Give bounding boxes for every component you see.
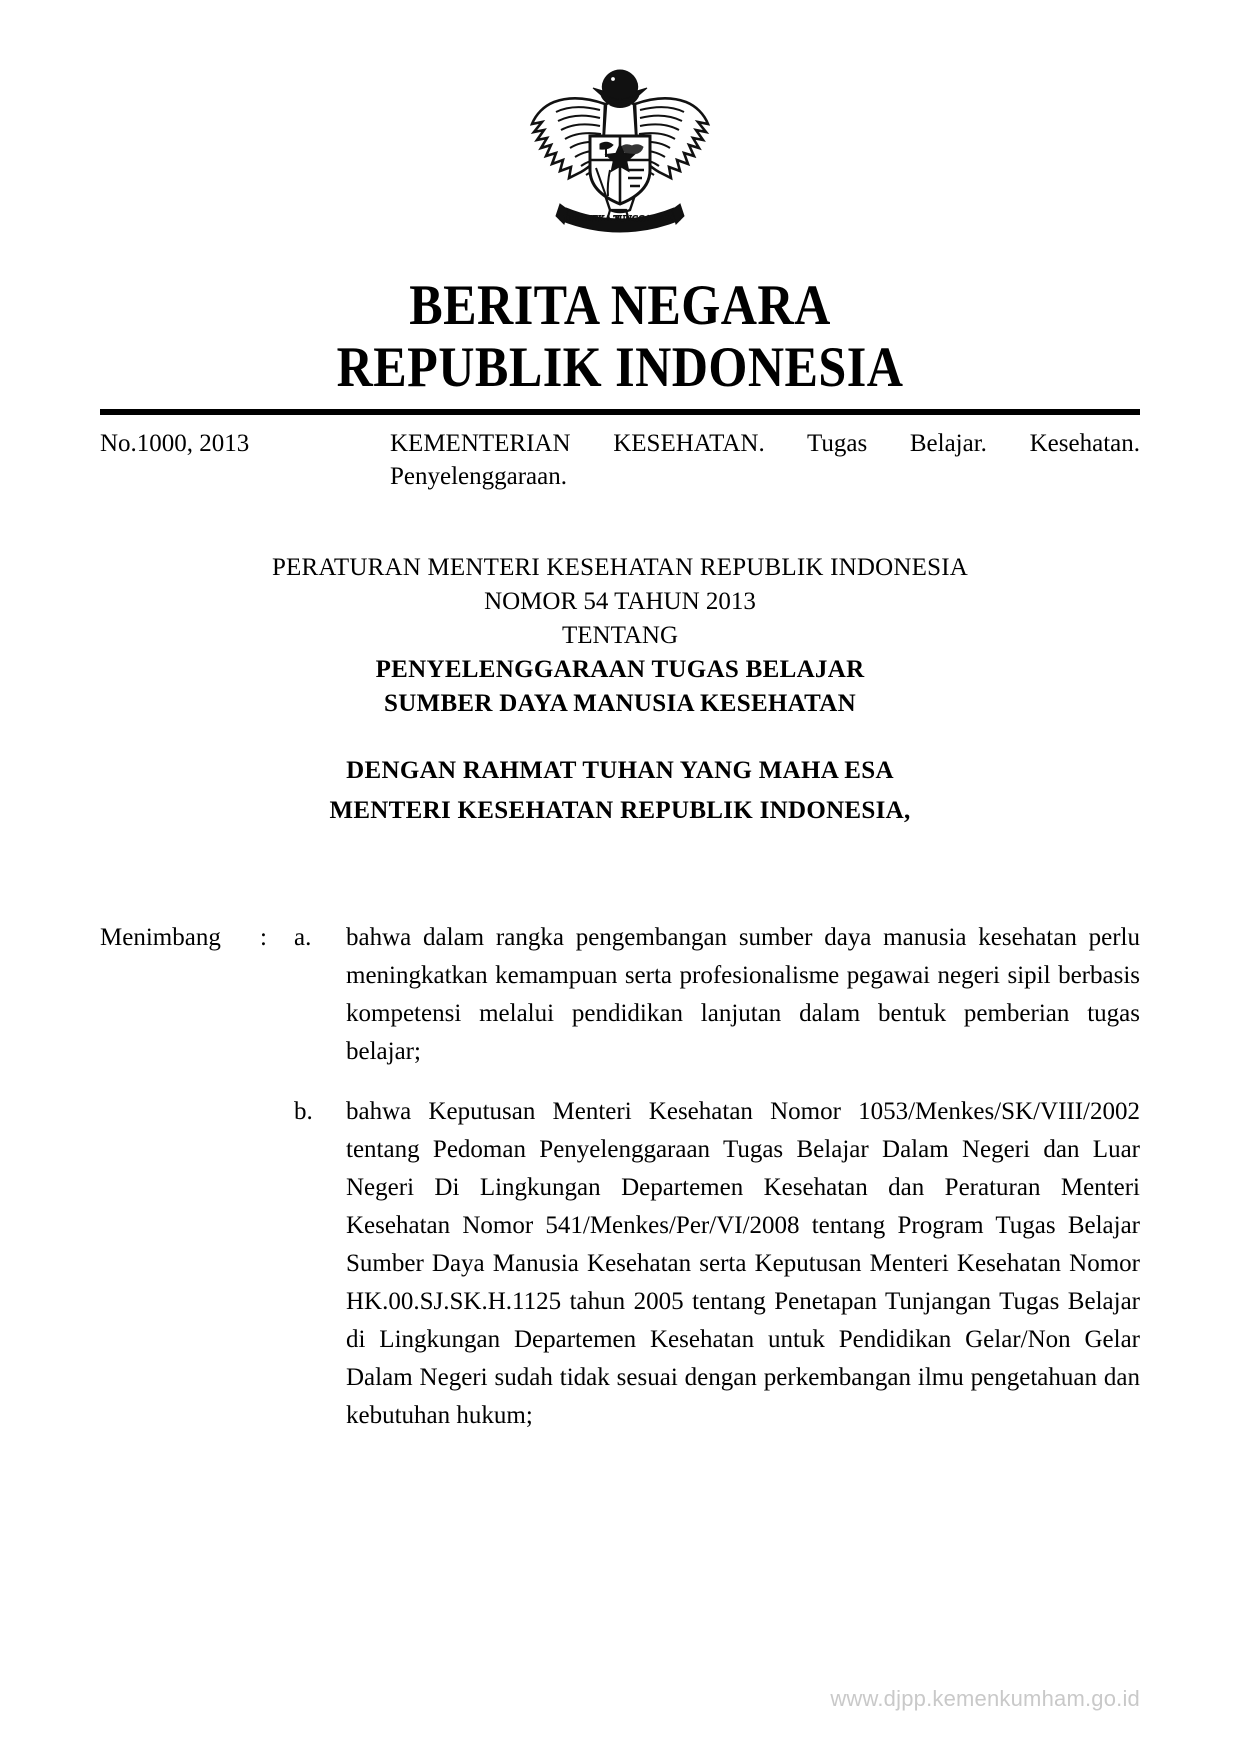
regulation-about-label: TENTANG — [561, 622, 679, 649]
gazette-reference-line — [100, 427, 1140, 493]
considering-clause-b — [100, 1093, 1140, 1435]
masthead-line-berita-negara: BERITA NEGARA — [409, 274, 831, 337]
gazette-subject: KEMENTERIAN KESEHATAN. Tugas Belajar. Kesehatan. Penyelenggaraan. — [390, 430, 1140, 490]
masthead — [0, 275, 1240, 399]
clause-marker-a: a. — [294, 924, 312, 951]
gazette-number: No.1000, 2013 — [100, 430, 250, 457]
masthead-divider-rule — [100, 409, 1140, 415]
regulation-title-block — [160, 551, 1080, 721]
enactment-authority: MENTERI KESEHATAN REPUBLIK INDONESIA, — [329, 797, 911, 824]
masthead-line-republik-indonesia: REPUBLIK INDONESIA — [336, 336, 904, 399]
enactment-blessing: DENGAN RAHMAT TUHAN YANG MAHA ESA — [346, 757, 894, 784]
svg-text:BHINNEKA TUNGGAL IKA: BHINNEKA TUNGGAL IKA — [564, 213, 676, 223]
regulation-subject-line-2: SUMBER DAYA MANUSIA KESEHATAN — [384, 690, 856, 717]
emblem-container — [0, 0, 1240, 257]
regulation-heading: PERATURAN MENTERI KESEHATAN REPUBLIK INDONESIA — [271, 554, 969, 581]
clause-text-b: bahwa Keputusan Menteri Kesehatan Nomor 1053/Menkes/SK/VIII/2002 tentang Pedoman Penyelenggaraan Tugas Belajar Dalam Negeri dan Luar Negeri Di Lingkungan Departemen Kesehatan dan Peraturan Menteri Kesehatan Nomor 541/Menkes/Per/VI/2008 tentang Program Tugas Belajar Sumber Daya Manusia Kesehatan serta Keputusan Menteri Kesehatan Nomor HK.00.SJ.SK.H.1125 tahun 2005 tentang Penetapan Tunjangan Tugas Belajar di Lingkungan Departemen Kesehatan untuk Pendidikan Gelar/Non Gelar Dalam Negeri sudah tidak sesuai dengan perkembangan ilmu pengetahuan dan kebutuhan hukum; — [346, 1098, 1140, 1429]
footer-watermark-url: www.djpp.kemenkumham.go.id — [830, 1686, 1140, 1711]
clause-text-a: bahwa dalam rangka pengembangan sumber daya manusia kesehatan perlu meningkatkan kemampuan serta profesionalisme pegawai negeri sipil berbasis kompetensi melalui pendidikan lanjutan dalam bentuk pemberian tugas belajar; — [346, 924, 1140, 1065]
considering-colon: : — [260, 924, 267, 951]
enactment-block — [120, 751, 1120, 831]
considering-clause-a — [100, 919, 1140, 1071]
clause-marker-b: b. — [294, 1098, 313, 1125]
regulation-number: NOMOR 54 TAHUN 2013 — [484, 588, 756, 615]
considering-label: Menimbang — [100, 924, 221, 951]
garuda-pancasila-icon — [520, 52, 720, 257]
considering-section — [100, 919, 1140, 1435]
regulation-subject-line-1: PENYELENGGARAAN TUGAS BELAJAR — [375, 656, 865, 683]
